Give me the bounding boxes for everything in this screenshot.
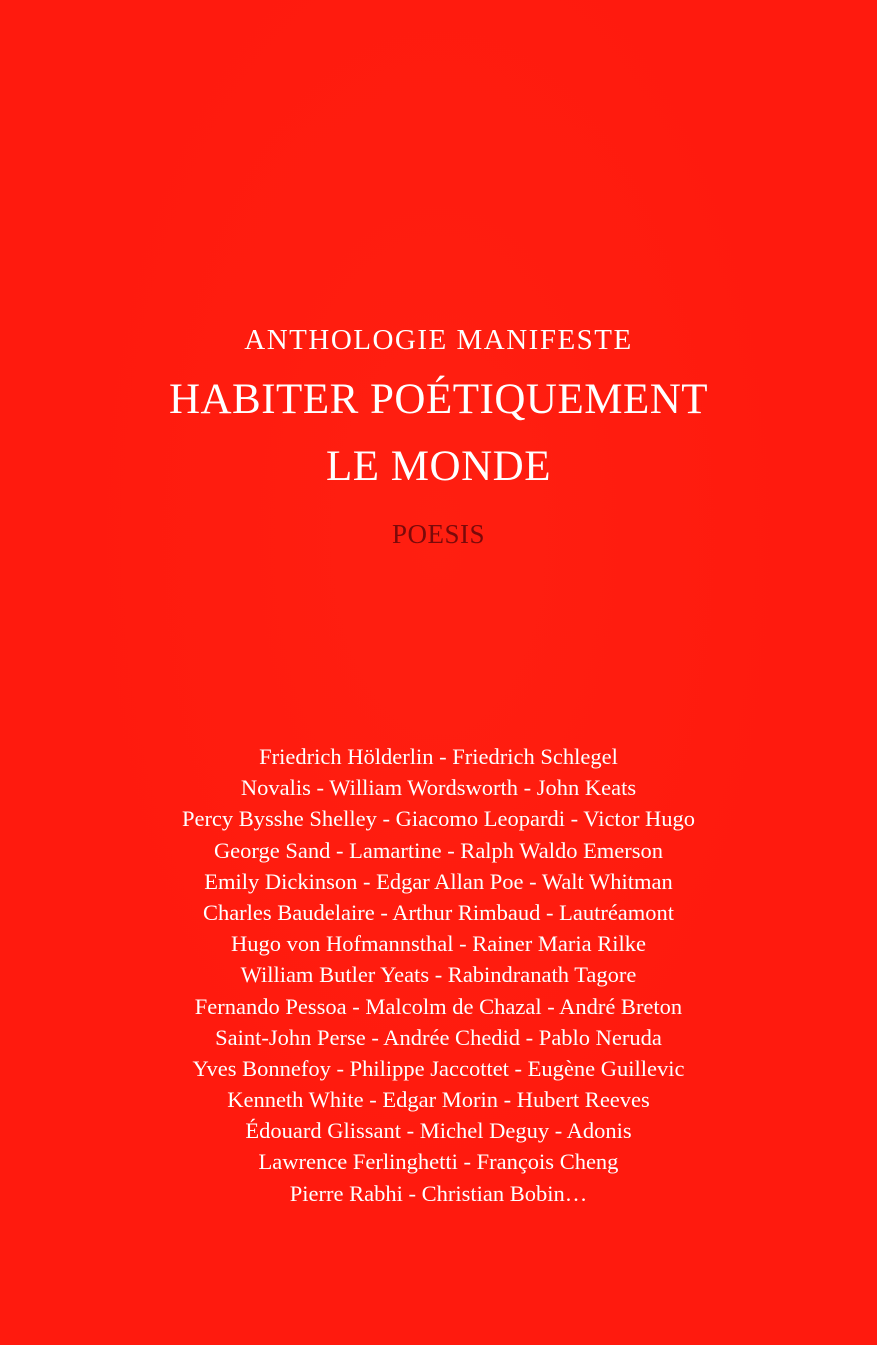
cover-title-line-2: LE MONDE [326,443,551,490]
author-line: Novalis - William Wordsworth - John Keats [240,775,637,801]
author-line: Fernando Pessoa - Malcolm de Chazal - André Breton [194,993,683,1019]
author-line: George Sand - Lamartine - Ralph Waldo Emerson [213,837,664,863]
author-line: Pierre Rabhi - Christian Bobin… [289,1180,588,1206]
publisher-name: POESIS [391,519,486,549]
author-line: Percy Bysshe Shelley - Giacomo Leopardi - Victor Hugo [181,806,696,832]
cover-subtitle: ANTHOLOGIE MANIFESTE [244,324,633,356]
author-line: Saint-John Perse - Andrée Chedid - Pablo Neruda [215,1024,662,1050]
author-line: Hugo von Hofmannsthal - Rainer Maria Rilke [231,931,646,957]
author-line: William Butler Yeats - Rabindranath Tagore [240,962,637,988]
author-line: Charles Baudelaire - Arthur Rimbaud - Lautréamont [202,899,675,925]
author-line: Édouard Glissant - Michel Deguy - Adonis [245,1118,632,1144]
author-line: Yves Bonnefoy - Philippe Jaccottet - Eugène Guillevic [192,1055,685,1081]
author-line: Lawrence Ferlinghetti - François Cheng [258,1149,619,1175]
cover-title-line-1: HABITER POÉTIQUEMENT [168,376,709,423]
author-line: Friedrich Hölderlin - Friedrich Schlegel [259,744,618,769]
author-line: Emily Dickinson - Edgar Allan Poe - Walt Whitman [204,868,673,894]
author-line: Kenneth White - Edgar Morin - Hubert Reeves [227,1087,650,1113]
author-list [0,741,877,1209]
